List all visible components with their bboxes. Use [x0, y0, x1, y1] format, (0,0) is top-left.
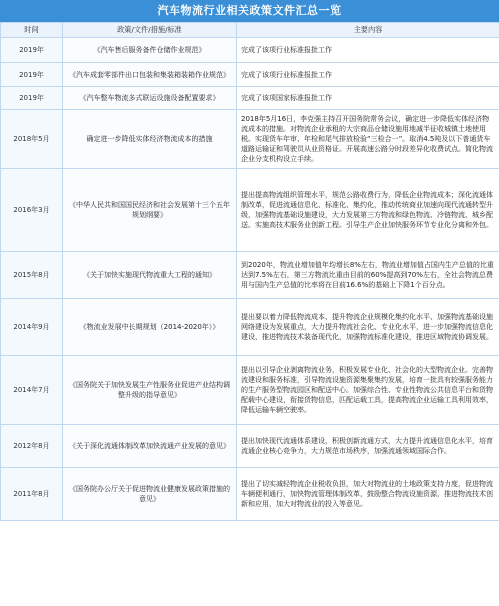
- table-row: [1, 63, 499, 87]
- cell-name: 《关于深化流通体制改革加快流通产业发展的意见》: [63, 425, 237, 468]
- cell-name: 《汽车整车物流多式联运设施设备配置要求》: [63, 87, 237, 110]
- cell-content: 完成了该项国家标准报批工作: [237, 87, 499, 110]
- cell-content: 2018年5月16日，李克强主持召开国务院常务会议，确定进一步降低实体经济物流成本的措施。对物流企业承租的大宗商品仓储设施用地减半征收城镇土地使用税。实现货车年审、年检和尾气排放检验“三检合一”。取消4.5吨及以下普通货车道路运输证和驾驶员从业资格证。开展高速公路分时段差异化收费试点。简化物流企业分支机构设立手续。: [237, 110, 499, 169]
- cell-time: 2014年7月: [1, 356, 63, 425]
- cell-content: 到2020年，物流业增加值年均增长8%左右，物流业增加值占国内生产总值的比重达到7.5%左右，第三方物流比重由目前的60%提高到70%左右，全社会物流总费用与国内生产总值的比率将在目前16.6%的基础上下降1个百分点。: [237, 252, 499, 299]
- table-title: 汽车物流行业相关政策文件汇总一览: [0, 0, 499, 22]
- cell-time: 2015年8月: [1, 252, 63, 299]
- cell-name: 《汽车成套零部件出口包装和集装箱装箱作业规范》: [63, 63, 237, 87]
- cell-content: 提出以引导企业剥离物流业务，积极发展专业化、社会化的大型物流企业。完善物流建设和服务标准，引导物流设施资源集聚集约发展，培育一批具有较强服务能力的生产服务型物流园区和配送中心。加强综合性、专业性物流公共信息平台和货物配载中心建设，衔接货物信息，匹配运载工具，提高物流企业运输工具利用效率，降低运输车辆空驶率。: [237, 356, 499, 425]
- header-time: 时间: [1, 23, 63, 38]
- cell-time: 2019年: [1, 63, 63, 87]
- cell-content: 提出了切实减轻物流企业税收负担，加大对物流业的土地政策支持力度，促进物流车辆便利通行，加快物流管理体制改革，鼓励整合物流设施资源，推进物流技术创新和应用，加大对物流业的投入等意见。: [237, 468, 499, 521]
- cell-name: 《物流业发展中长期规划（2014-2020年）》: [63, 299, 237, 356]
- table-row: [1, 38, 499, 63]
- table-row: [1, 110, 499, 169]
- table-row: [1, 468, 499, 521]
- cell-name: 《关于加快实施现代物流重大工程的通知》: [63, 252, 237, 299]
- cell-time: 2014年9月: [1, 299, 63, 356]
- cell-name: 《汽车售后服务备件仓储作业规范》: [63, 38, 237, 63]
- table-row: [1, 87, 499, 110]
- header-row: [1, 23, 499, 38]
- header-content: 主要内容: [237, 23, 499, 38]
- cell-time: 2019年: [1, 38, 63, 63]
- table-row: [1, 299, 499, 356]
- cell-name: 《国务院关于加快发展生产性服务业促进产业结构调整升级的指导意见》: [63, 356, 237, 425]
- table-row: [1, 169, 499, 252]
- cell-time: 2016年3月: [1, 169, 63, 252]
- cell-time: 2011年8月: [1, 468, 63, 521]
- policy-table: [0, 22, 499, 521]
- header-name: 政策/文件/措施/标准: [63, 23, 237, 38]
- cell-time: 2019年: [1, 87, 63, 110]
- cell-name: 《国务院办公厅关于促进物流业健康发展政策措施的意见》: [63, 468, 237, 521]
- cell-time: 2018年5月: [1, 110, 63, 169]
- cell-content: 提出要以着力降低物流成本、提升物流企业规模化集约化水平、加强物流基础设施网络建设为发展重点，大力提升物流社会化、专业化水平，进一步加强物流信息化建设，推进物流技术装备现代化，加强物流标准化建设，推进区域物流协调发展。: [237, 299, 499, 356]
- cell-name: 确定进一步降低实体经济物流成本的措施: [63, 110, 237, 169]
- cell-time: 2012年8月: [1, 425, 63, 468]
- cell-content: 提出提高物流组织管理水平，规范公路收费行为，降低企业物流成本；深化流通体制改革，促进流通信息化、标准化、集约化，推动传统商业加速向现代流通转型升级，加强物流基础设施建设，大力发展第三方物流和绿色物流、冷链物流、城乡配送。实施高技术服务业创新工程。引导生产企业加快服务环节专业化分离和外包。: [237, 169, 499, 252]
- table-row: [1, 252, 499, 299]
- cell-content: 完成了该项行业标准报批工作: [237, 38, 499, 63]
- table-row: [1, 425, 499, 468]
- cell-content: 提出加快现代流通体系建设，积极创新流通方式，大力提升流通信息化水平，培育流通企业核心竞争力，大力规范市场秩序，加强流通领域国际合作。: [237, 425, 499, 468]
- cell-name: 《中华人民共和国国民经济和社会发展第十三个五年规划纲要》: [63, 169, 237, 252]
- cell-content: 完成了该项行业标准报批工作: [237, 63, 499, 87]
- table-row: [1, 356, 499, 425]
